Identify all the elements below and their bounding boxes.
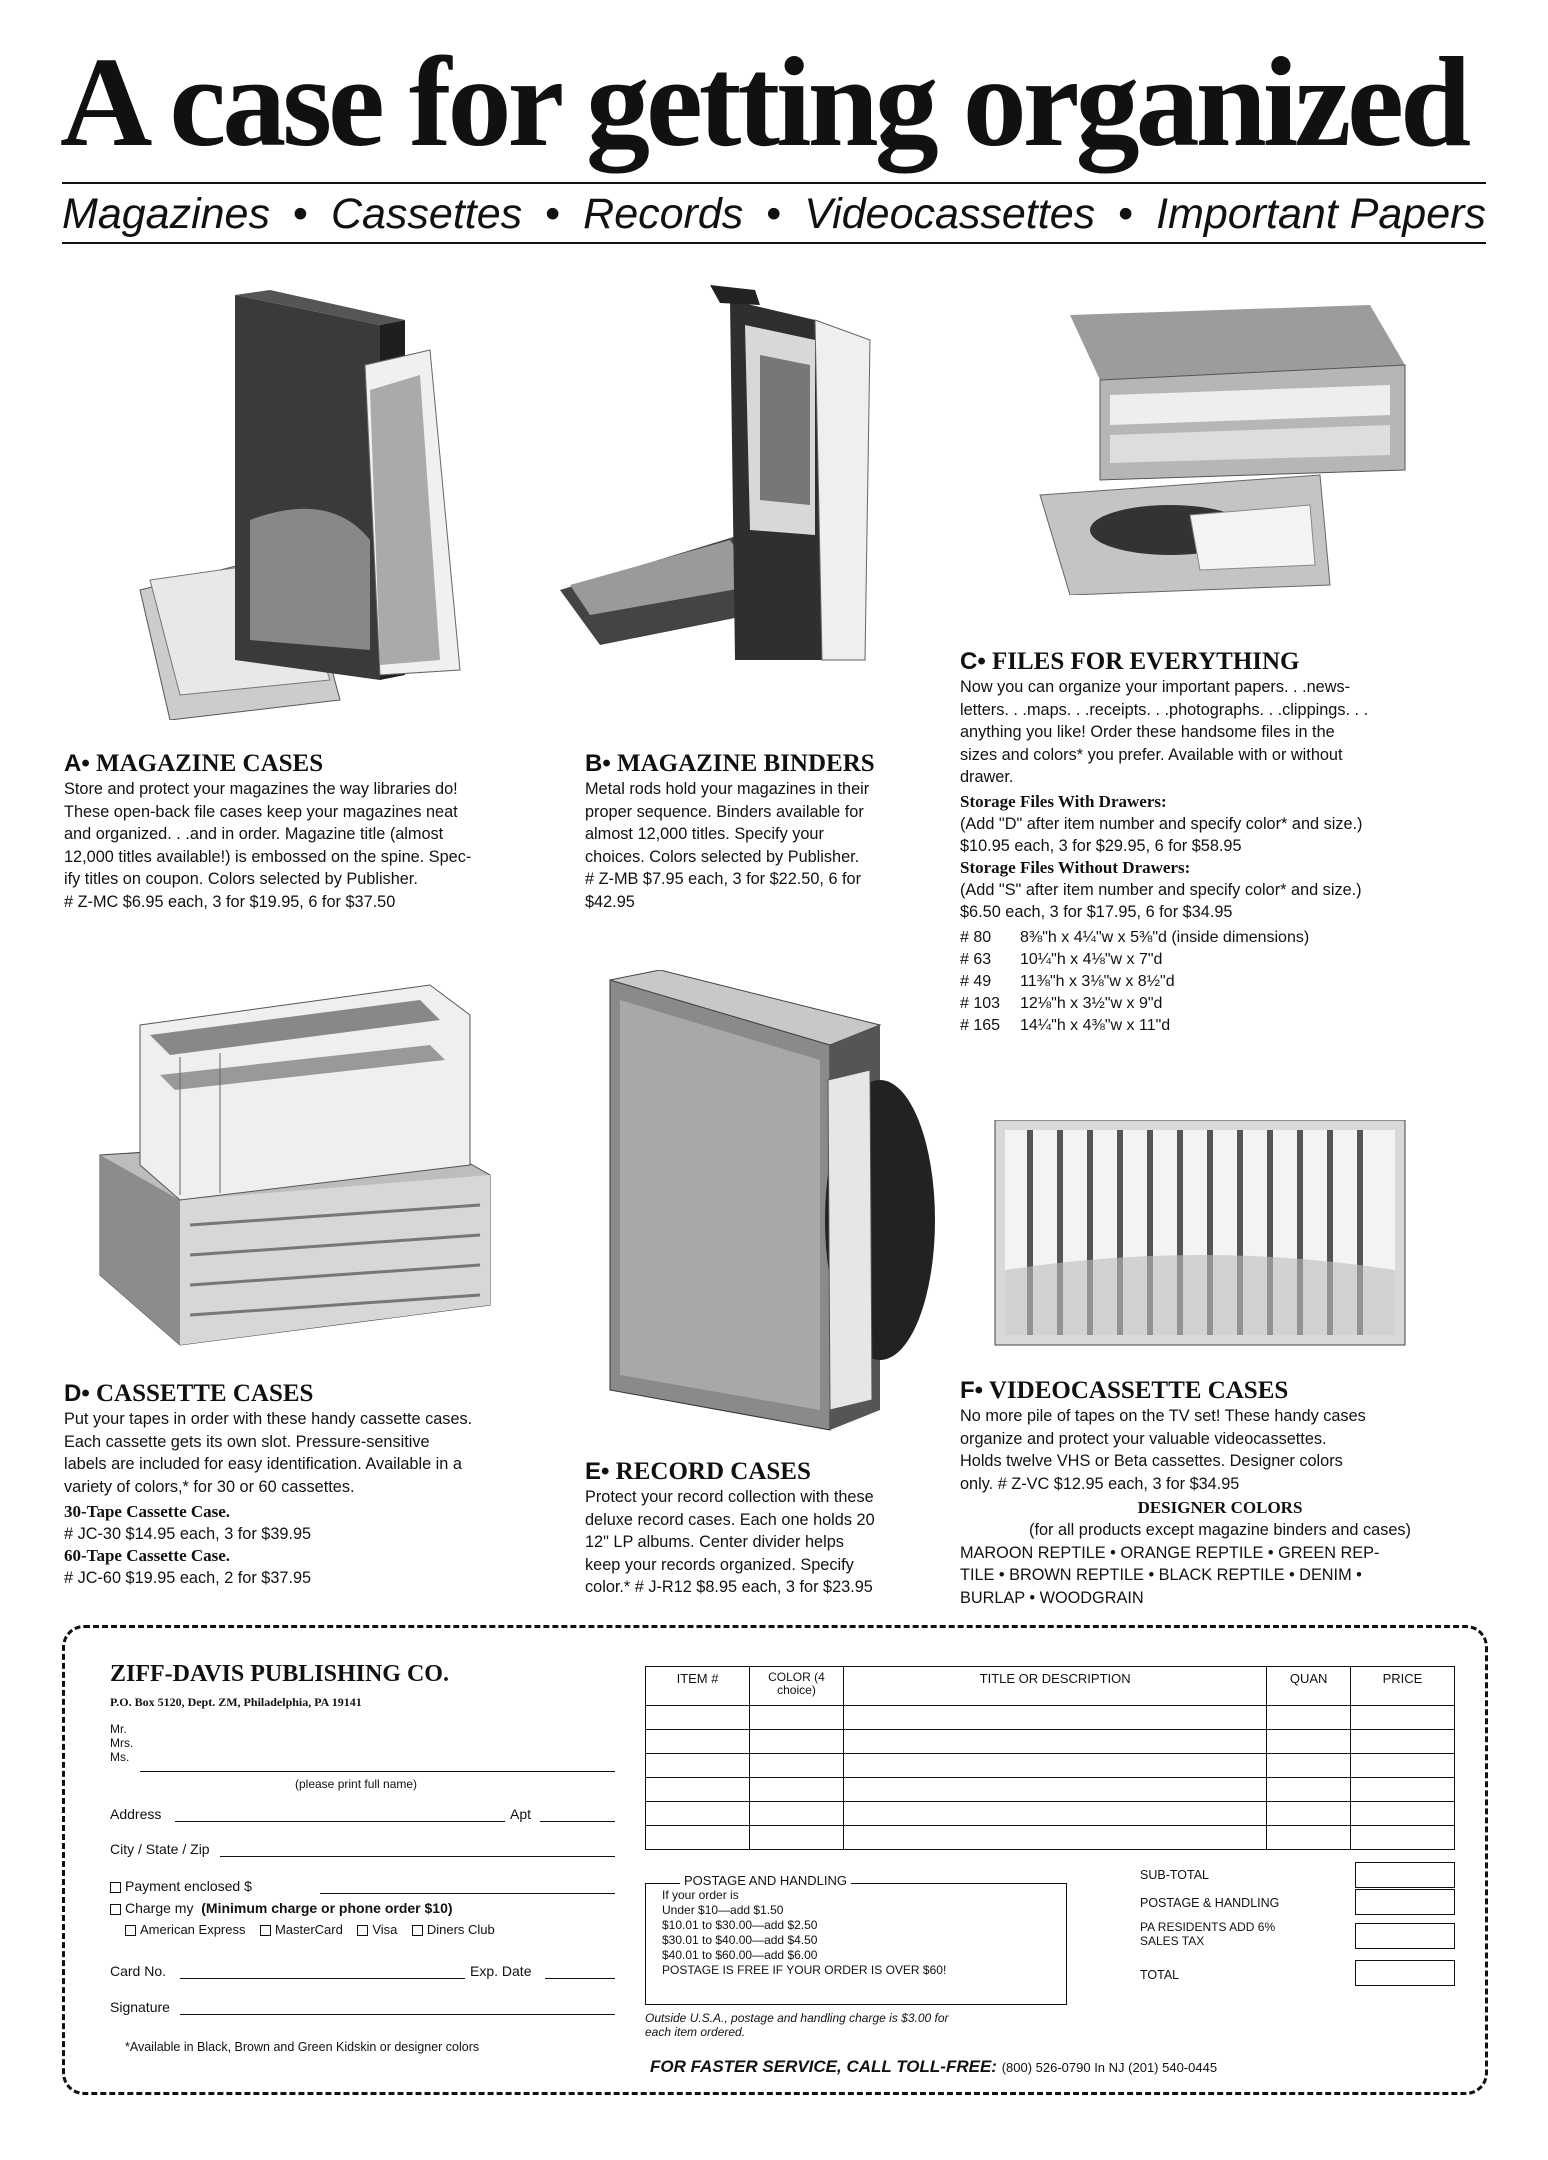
size-number: # 165 [960, 1016, 1001, 1034]
signature-input-line[interactable] [180, 2014, 615, 2015]
body-line: 12" LP albums. Center divider helps [585, 1533, 844, 1551]
postage-handling-label: POSTAGE & HANDLING [1140, 1896, 1280, 1910]
company-name: ZIFF-DAVIS PUBLISHING CO. [110, 1661, 449, 1687]
faster-service-line [650, 2058, 1217, 2077]
card-number-label: Card No. [110, 1963, 167, 1979]
col-color: COLOR (4 choice) [750, 1667, 844, 1706]
size-row [960, 993, 1480, 1015]
with-drawers-price: $10.95 each, 3 for $29.95, 6 for $58.95 [960, 836, 1242, 855]
name-input-line[interactable] [140, 1771, 615, 1772]
section-title-text: MAGAZINE CASES [95, 750, 324, 777]
print-name-note: (please print full name) [295, 1777, 418, 1791]
videocassette-case-photo [990, 1120, 1410, 1350]
checkbox[interactable] [110, 1882, 121, 1893]
order-row[interactable] [646, 1778, 1455, 1802]
body-line: keep your records organized. Specify [585, 1555, 854, 1574]
col-item: ITEM # [646, 1667, 750, 1706]
order-row[interactable] [646, 1706, 1455, 1730]
section-magazine-binders [585, 750, 945, 913]
apt-label: Apt [510, 1806, 532, 1822]
signature-label: Signature [110, 1999, 170, 2015]
storage-files-photo [1010, 295, 1430, 595]
col-price: PRICE [1350, 1667, 1454, 1706]
section-files-for-everything [960, 648, 1480, 1037]
apt-input-line[interactable] [540, 1821, 615, 1822]
size-number: # 49 [960, 972, 992, 990]
section-letter: F• [960, 1377, 984, 1404]
salutation-ms: Ms. [110, 1750, 130, 1764]
headline: A case for getting organized [60, 31, 1468, 173]
section-letter: A• [64, 750, 90, 777]
charge-my-label: Charge my [125, 1900, 194, 1916]
card-option-diners[interactable] [412, 1922, 495, 1937]
postage-line: $10.01 to $30.00—add $2.50 [662, 1918, 818, 1932]
card-option-amex[interactable] [125, 1922, 245, 1937]
address-input-line[interactable] [175, 1821, 505, 1822]
faster-service-label: FOR FASTER SERVICE, CALL TOLL-FREE: [650, 2057, 997, 2076]
body-line: Store and protect your magazines the way libraries do! [64, 780, 458, 798]
subtotal-label: SUB-TOTAL [1140, 1868, 1209, 1882]
price-line: # Z-MB $7.95 each, 3 for $22.50, 6 for [585, 870, 862, 888]
checkbox[interactable] [110, 1904, 121, 1915]
postage-handling-box[interactable] [1355, 1889, 1455, 1915]
size-row [960, 1015, 1480, 1037]
city-state-zip-label: City / State / Zip [110, 1841, 210, 1857]
body-line: choices. Colors selected by Publisher. [585, 847, 860, 866]
designer-colors-line: BURLAP • WOODGRAIN [960, 1588, 1144, 1607]
checkbox[interactable] [357, 1925, 368, 1936]
checkbox[interactable] [412, 1925, 423, 1936]
salutation-mr: Mr. [110, 1722, 127, 1736]
order-row[interactable] [646, 1730, 1455, 1754]
tape30-heading: 30-Tape Cassette Case. [64, 1502, 231, 1521]
body-line: sizes and colors* you prefer. Available with or without [960, 745, 1343, 764]
section-videocassette-cases [960, 1377, 1480, 1609]
card-option-visa[interactable] [357, 1922, 397, 1937]
section-title [585, 1458, 955, 1486]
record-case-photo [600, 970, 940, 1440]
city-state-zip-input-line[interactable] [220, 1856, 615, 1857]
section-title [585, 750, 945, 778]
checkbox[interactable] [125, 1925, 136, 1936]
section-record-cases [585, 1458, 955, 1599]
subtotal-box[interactable] [1355, 1862, 1455, 1888]
size-list [960, 927, 1480, 1037]
body-line: proper sequence. Binders available for [585, 802, 864, 821]
address-label: Address [110, 1806, 162, 1822]
without-drawers-price: $6.50 each, 3 for $17.95, 6 for $34.95 [960, 902, 1233, 921]
section-letter: C• [960, 648, 986, 675]
price-line: # Z-MC $6.95 each, 3 for $19.95, 6 for $37.50 [64, 892, 396, 911]
company-address: P.O. Box 5120, Dept. ZM, Philadelphia, PA 19141 [110, 1695, 362, 1709]
body-line: 12,000 titles available!) is embossed on the spine. Spec- [64, 847, 472, 866]
body-line: Put your tapes in order with these handy cassette cases. [64, 1410, 473, 1428]
with-drawers-note: (Add "D" after item number and specify color* and size.) [960, 814, 1363, 833]
product-categories [62, 190, 1486, 239]
phone-numbers: (800) 526-0790 In NJ (201) 540-0445 [1001, 2060, 1218, 2075]
outside-usa-line: each item ordered. [645, 2025, 746, 2039]
postage-title: POSTAGE AND HANDLING [680, 1872, 851, 1890]
headline-rule [62, 182, 1486, 184]
bullet-separator: • [545, 190, 561, 238]
size-dimensions: 12⅛"h x 3½"w x 9"d [1020, 994, 1163, 1012]
body-line: No more pile of tapes on the TV set! These handy cases [960, 1407, 1366, 1425]
category-important-papers: Important Papers [1156, 190, 1486, 238]
section-magazine-cases [64, 750, 564, 913]
subnav-rule [62, 242, 1486, 244]
payment-amount-line[interactable] [320, 1893, 615, 1894]
size-dimensions: 10¼"h x 4⅛"w x 7"d [1020, 950, 1163, 968]
body-line: Protect your record collection with these [585, 1488, 874, 1506]
order-table [645, 1666, 1455, 1850]
order-row[interactable] [646, 1754, 1455, 1778]
payment-enclosed-label: Payment enclosed $ [125, 1878, 252, 1894]
card-label: American Express [140, 1922, 246, 1937]
body-line: deluxe record cases. Each one holds 20 [585, 1510, 875, 1529]
section-title-text: RECORD CASES [615, 1458, 811, 1485]
charge-my-option[interactable] [110, 1899, 453, 1917]
checkbox[interactable] [260, 1925, 271, 1936]
body-line: labels are included for easy identification. Available in a [64, 1455, 462, 1473]
designer-colors-line: MAROON REPTILE • ORANGE REPTILE • GREEN REP- [960, 1543, 1380, 1562]
postage-line: $30.01 to $40.00—add $4.50 [662, 1933, 818, 1947]
section-title [960, 648, 1480, 676]
body-line: anything you like! Order these handsome files in the [960, 723, 1335, 741]
designer-colors-note: (for all products except magazine binders and cases) [1029, 1521, 1411, 1539]
price-line: $42.95 [585, 892, 635, 911]
size-number: # 80 [960, 928, 992, 946]
size-number: # 103 [960, 994, 1001, 1012]
section-title [960, 1377, 1480, 1405]
postage-rates [662, 1888, 946, 1978]
body-line: Each cassette gets its own slot. Pressure-sensitive [64, 1432, 430, 1451]
size-row [960, 927, 1480, 949]
sales-tax-label: PA RESIDENTS ADD 6% SALES TAX [1140, 1920, 1276, 1948]
body-line: drawer. [960, 768, 1014, 786]
body-line: Now you can organize your important papers. . .news- [960, 678, 1351, 696]
payment-enclosed-option[interactable] [110, 1877, 252, 1895]
section-title-text: MAGAZINE BINDERS [616, 750, 875, 777]
without-drawers-note: (Add "S" after item number and specify color* and size.) [960, 880, 1362, 899]
cassette-case-photo [90, 965, 510, 1355]
postage-line: $40.01 to $60.00—add $6.00 [662, 1948, 818, 1962]
total-box[interactable] [1355, 1960, 1455, 1986]
bullet-separator: • [766, 190, 782, 238]
card-label: Diners Club [426, 1922, 495, 1937]
size-dimensions: 8⅜"h x 4¼"w x 5⅜"d (inside dimensions) [1020, 928, 1310, 946]
section-letter: B• [585, 750, 611, 777]
postage-free-note: POSTAGE IS FREE IF YOUR ORDER IS OVER $60! [662, 1963, 947, 1977]
designer-colors-line: TILE • BROWN REPTILE • BLACK REPTILE • DENIM • [960, 1566, 1362, 1584]
body-line: color.* # J-R12 $8.95 each, 3 for $23.95 [585, 1578, 873, 1596]
card-label: MasterCard [274, 1922, 343, 1937]
size-number: # 63 [960, 950, 992, 968]
salutation-block [110, 1722, 133, 1764]
section-title-text: FILES FOR EVERYTHING [991, 648, 1300, 675]
order-table-header [646, 1667, 1455, 1706]
postage-line: If your order is [662, 1888, 739, 1902]
salutation-mrs: Mrs. [110, 1736, 134, 1750]
section-title-text: VIDEOCASSETTE CASES [988, 1377, 1289, 1404]
card-option-mastercard[interactable] [260, 1922, 343, 1937]
bullet-separator: • [292, 190, 308, 238]
exp-date-input-line[interactable] [545, 1978, 615, 1979]
size-dimensions: 14¼"h x 4⅜"w x 11"d [1020, 1016, 1171, 1034]
sales-tax-box[interactable] [1355, 1923, 1455, 1949]
body-line: only. # Z-VC $12.95 each, 3 for $34.95 [960, 1474, 1240, 1493]
body-line: and organized. . .and in order. Magazine title (almost [64, 825, 444, 843]
section-title [64, 1380, 564, 1408]
size-row [960, 971, 1480, 993]
tape30-price: # JC-30 $14.95 each, 3 for $39.95 [64, 1525, 312, 1543]
section-letter: E• [585, 1458, 610, 1485]
postage-line: Under $10—add $1.50 [662, 1903, 784, 1917]
magazine-case-photo [130, 280, 490, 720]
section-letter: D• [64, 1380, 90, 1407]
body-line: variety of colors,* for 30 or 60 cassettes. [64, 1477, 355, 1496]
section-title-text: CASSETTE CASES [95, 1380, 314, 1407]
body-line: Holds twelve VHS or Beta cassettes. Designer colors [960, 1452, 1343, 1470]
magazine-binder-photo [560, 285, 900, 665]
outside-usa-note [645, 2011, 949, 2039]
outside-usa-line: Outside U.S.A., postage and handling charge is $3.00 for [645, 2011, 949, 2025]
section-title [64, 750, 564, 778]
total-label: TOTAL [1140, 1968, 1180, 1982]
size-dimensions: 11⅜"h x 3⅛"w x 8½"d [1020, 972, 1175, 990]
category-magazines: Magazines [62, 190, 270, 238]
minimum-charge-note: (Minimum charge or phone order $10) [201, 1900, 453, 1916]
body-line: These open-back file cases keep your magazines neat [64, 802, 458, 821]
col-quan: QUAN [1267, 1667, 1350, 1706]
body-line: Metal rods hold your magazines in their [585, 780, 870, 798]
body-line: ify titles on coupon. Colors selected by Publisher. [64, 870, 418, 888]
order-row[interactable] [646, 1826, 1455, 1850]
category-videocassettes: Videocassettes [804, 190, 1096, 238]
availability-footnote: *Available in Black, Brown and Green Kidskin or designer colors [125, 2040, 480, 2054]
card-options [125, 1921, 495, 1939]
col-title: TITLE OR DESCRIPTION [843, 1667, 1267, 1706]
section-cassette-cases [64, 1380, 564, 1589]
body-line: almost 12,000 titles. Specify your [585, 825, 824, 843]
body-line: letters. . .maps. . .receipts. . .photographs. . .clippings. . . [960, 700, 1369, 719]
card-label: Visa [372, 1922, 398, 1937]
designer-colors-heading: DESIGNER COLORS [1137, 1498, 1303, 1517]
without-drawers-heading: Storage Files Without Drawers: [960, 857, 1191, 877]
size-row [960, 949, 1480, 971]
order-row[interactable] [646, 1802, 1455, 1826]
with-drawers-heading: Storage Files With Drawers: [960, 791, 1167, 811]
card-number-input-line[interactable] [180, 1978, 465, 1979]
bullet-separator: • [1118, 190, 1134, 238]
body-line: organize and protect your valuable videocassettes. [960, 1429, 1327, 1448]
exp-date-label: Exp. Date [470, 1963, 532, 1979]
tape60-price: # JC-60 $19.95 each, 2 for $37.95 [64, 1569, 312, 1587]
tape60-heading: 60-Tape Cassette Case. [64, 1546, 231, 1565]
category-records: Records [583, 190, 744, 238]
category-cassettes: Cassettes [330, 190, 523, 238]
